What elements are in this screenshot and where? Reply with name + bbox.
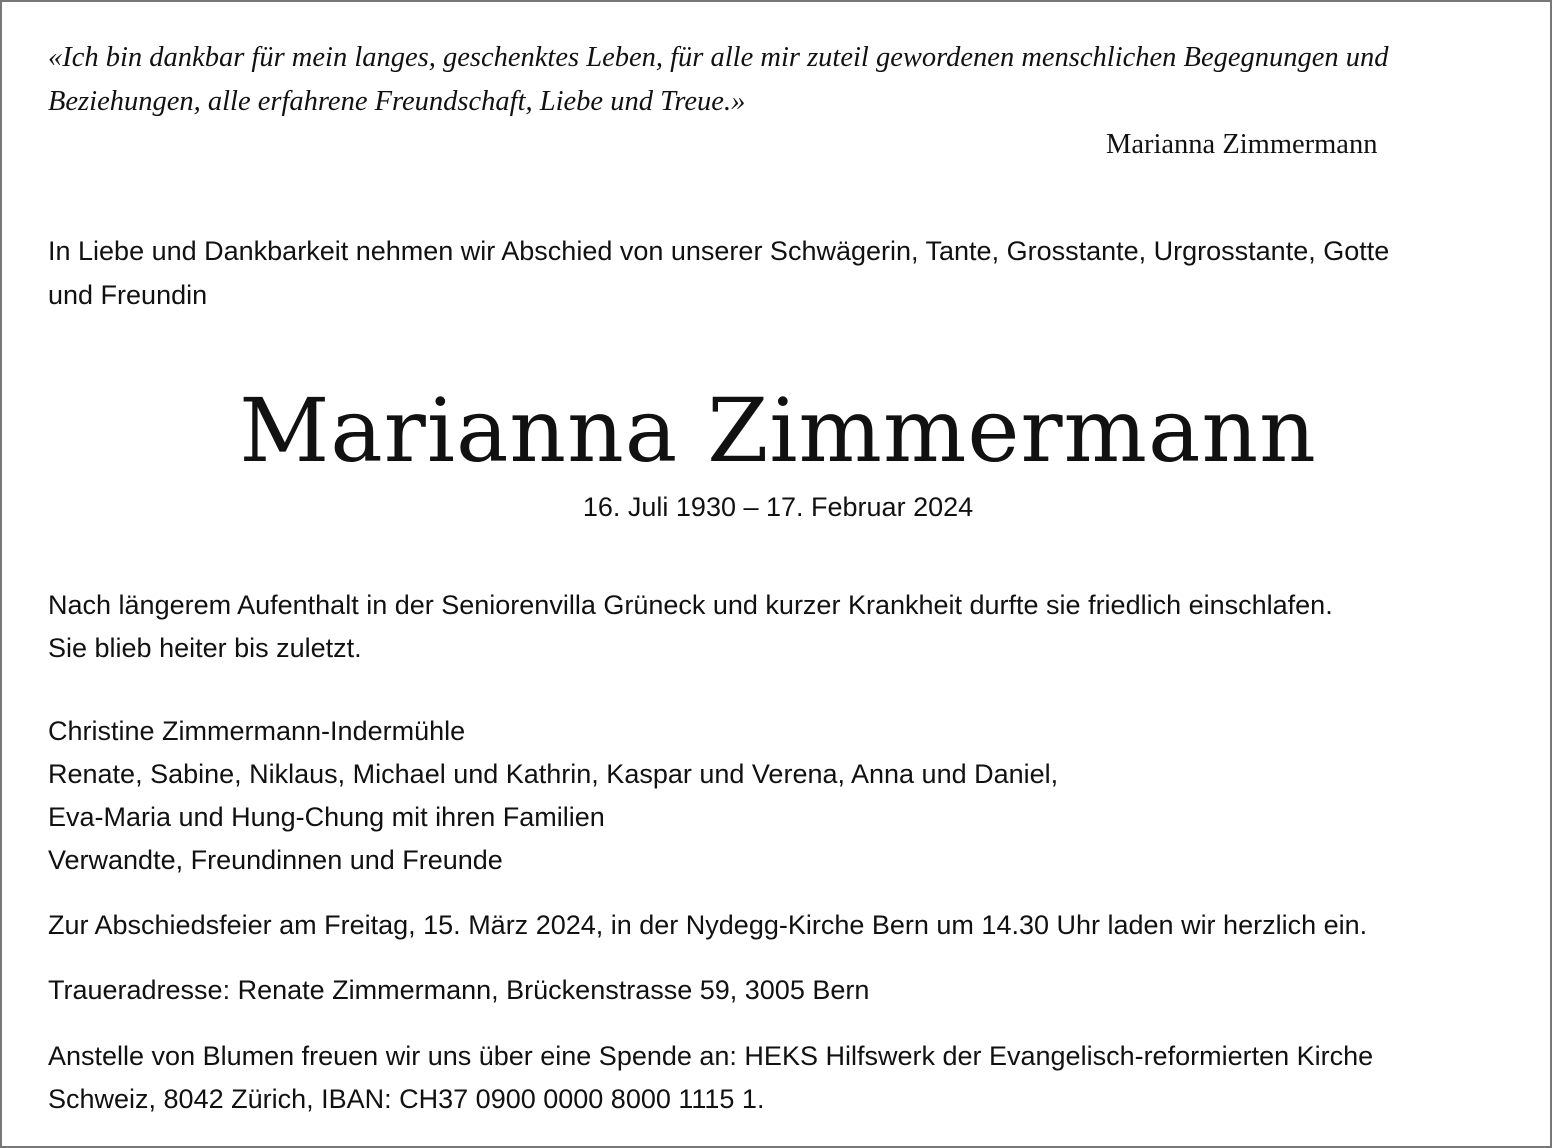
- mourning-address: [48, 969, 1518, 1012]
- message-line-1: Nach längerem Aufenthalt in der Seniorenvilla Grüneck und kurzer Krankheit durfte sie friedlich einschlafen.: [48, 590, 1333, 620]
- mourner-line: Eva-Maria und Hung-Chung mit ihren Familien: [48, 802, 605, 832]
- intro-line-2: und Freundin: [48, 280, 208, 310]
- farewell-message: [48, 584, 1518, 670]
- donation-line-2: Schweiz, 8042 Zürich, IBAN: CH37 0900 0000 8000 1115 1.: [48, 1084, 765, 1114]
- ceremony-line: Zur Abschiedsfeier am Freitag, 15. März 2024, in der Nydegg-Kirche Bern um 14.30 Uhr laden wir herzlich ein.: [48, 910, 1368, 940]
- mourner-line: Verwandte, Freundinnen und Freunde: [48, 845, 503, 875]
- donation-info: [48, 1035, 1518, 1121]
- mourners-list: [48, 710, 1518, 882]
- mourner-line: Christine Zimmermann-Indermühle: [48, 716, 466, 746]
- intro-text: [48, 229, 1518, 317]
- quote-author: Marianna Zimmermann: [1106, 129, 1378, 160]
- ceremony-info: [48, 904, 1518, 947]
- opening-quote: [48, 36, 1518, 124]
- deceased-name: Marianna Zimmermann: [239, 379, 1317, 482]
- address-line: Traueradresse: Renate Zimmermann, Brückenstrasse 59, 3005 Bern: [48, 975, 870, 1005]
- mourner-line: Renate, Sabine, Niklaus, Michael und Kathrin, Kaspar und Verena, Anna und Daniel,: [48, 759, 1059, 789]
- donation-line-1: Anstelle von Blumen freuen wir uns über eine Spende an: HEKS Hilfswerk der Evangelisch-reformierten Kirche: [48, 1041, 1374, 1071]
- life-dates: 16. Juli 1930 – 17. Februar 2024: [582, 492, 974, 522]
- intro-line-1: In Liebe und Dankbarkeit nehmen wir Abschied von unserer Schwägerin, Tante, Grosstante, Urgrosstante, Gotte: [48, 236, 1390, 266]
- quote-line-2: Beziehungen, alle erfahrene Freundschaft, Liebe und Treue.»: [48, 86, 746, 117]
- message-line-2: Sie blieb heiter bis zuletzt.: [48, 633, 362, 663]
- quote-line-1: «Ich bin dankbar für mein langes, geschenktes Leben, für alle mir zuteil gewordenen menschlichen Begegnungen und: [48, 42, 1389, 73]
